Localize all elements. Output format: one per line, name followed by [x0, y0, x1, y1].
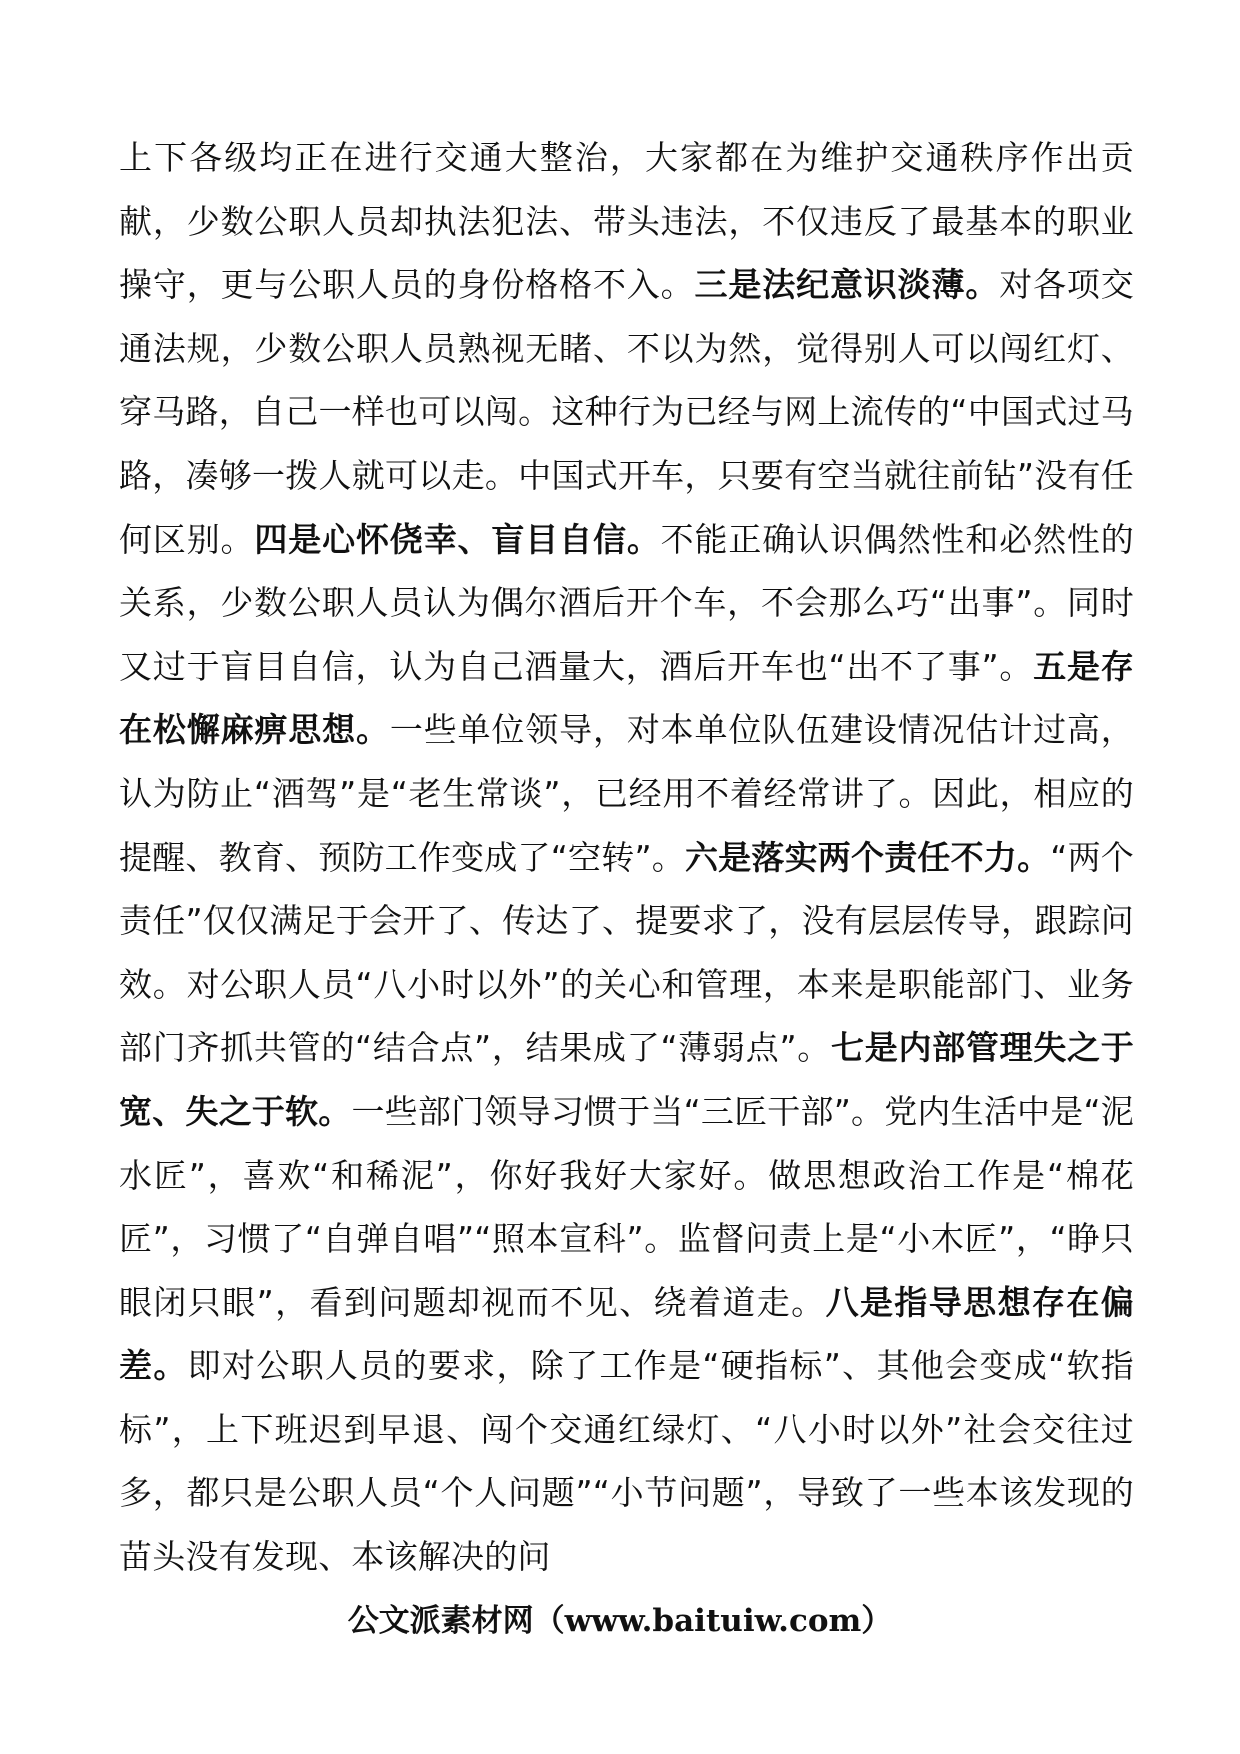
text-segment: 对各项交通法规，少数公职人员熟视无睹、不以为然，觉得别人可以闯红灯、穿马路，自己一样也可以闯。这种行为已经与网上流传的“中国式过马路，凑够一拨人就可以走。中国式开车，只要有空当就往前钻”没有任何区别。 — [119, 265, 1134, 559]
text-segment: “两个责任”仅仅满足于会开了、传达了、提要求了，没有层层传导，跟踪问效。对公职人员“八小时以外”的关心和管理，本来是职能部门、业务部门齐抓共管的“结合点”，结果成了“薄弱点”。 — [119, 837, 1134, 1068]
text-segment: 一些单位领导，对本单位队伍建设情况估计过高，认为防止“酒驾”是“老生常谈”，已经用不着经常讲了。因此，相应的提醒、教育、预防工作变成了“空转”。 — [119, 710, 1134, 877]
bold-heading: 五是存在松懈麻痹思想。 — [119, 646, 1134, 750]
bold-heading: 八是指导思想存在偏差。 — [119, 1282, 1134, 1386]
bold-heading: 七是内部管理失之于宽、失之于软。 — [119, 1028, 1134, 1131]
bold-heading: 六是落实两个责任不力。 — [684, 837, 1051, 877]
page-footer-source: 公文派素材网（www.baituiw.com） — [347, 1603, 893, 1639]
text-segment: 上下各级均正在进行交通大整治，大家都在为维护交通秩序作出贡献，少数公职人员却执法犯法、带头违法，不仅违反了最基本的职业操守，更与公职人员的身份格格不入。 — [119, 138, 1134, 305]
text-segment: 不能正确认识偶然性和必然性的关系，少数公职人员认为偶尔酒后开个车，不会那么巧“出事”。同时又过于盲目自信，认为自己酒量大，酒后开车也“出不了事”。 — [119, 519, 1134, 686]
bold-heading: 三是法纪意识淡薄。 — [694, 265, 1000, 305]
text-segment: 一些部门领导习惯于当“三匠干部”。党内生活中是“泥水匠”，喜欢“和稀泥”，你好我好大家好。做思想政治工作是“棉花匠”，习惯了“自弹自唱”“照本宣科”。监督问责上是“小木匠”，“睁只眼闭只眼”，看到问题却视而不见、绕着道走。 — [119, 1091, 1134, 1322]
bold-heading: 四是心怀侥幸、盲目自信。 — [254, 519, 661, 559]
text-segment: 即对公职人员的要求，除了工作是“硬指标”、其他会变成“软指标”，上下班迟到早退、闯个交通红绿灯、“八小时以外”社会交往过多，都只是公职人员“个人问题”“小节问题”，导致了一些本该发现的苗头没有发现、本该解决的问 — [119, 1346, 1134, 1577]
body-paragraph — [119, 126, 1134, 1589]
